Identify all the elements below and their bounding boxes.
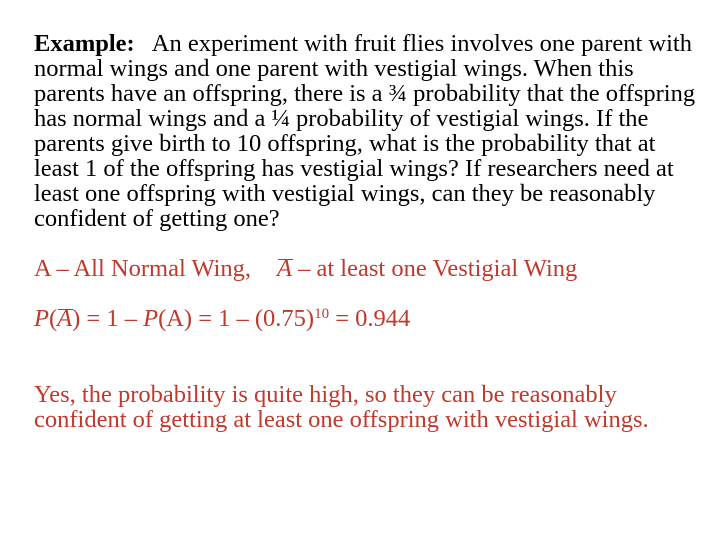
formula-p2: P [143,305,159,332]
probability-formula [34,306,410,332]
example-problem [34,31,704,231]
formula-exponent: 10 [314,305,330,322]
event-a-definition: A – All Normal Wing, [34,255,252,282]
conclusion-line-2: confident of getting at least one offspring with vestigial wings. [34,406,649,433]
conclusion-line-1: Yes, the probability is quite high, so they can be reasonably [34,381,617,408]
example-label: Example: [34,30,135,57]
formula-rest: (A) = 1 – (0.75) [158,305,315,332]
complement-symbol: A [277,255,292,282]
formula-p1: P [34,305,49,332]
complement-definition: – at least one Vestigial Wing [292,255,578,282]
formula-open: ( [48,305,58,332]
formula-mid: ) = 1 – [72,305,144,332]
example-text: An experiment with fruit flies involves one parent with normal wings and one parent with vestigial wings. When this parents have an offspring, there is a ¾ probability that the offspring has normal wings and a ¼ probability of vestigial wings. If the parents give birth to 10 offspring, what is the probability that at least 1 of the offspring has vestigial wings? If researchers need at least one offspring with vestigial wings, can they be reasonably confident of getting one? [34,30,696,232]
event-definitions [34,256,577,282]
formula-result: = 0.944 [329,305,411,332]
formula-complement: A [57,305,73,332]
